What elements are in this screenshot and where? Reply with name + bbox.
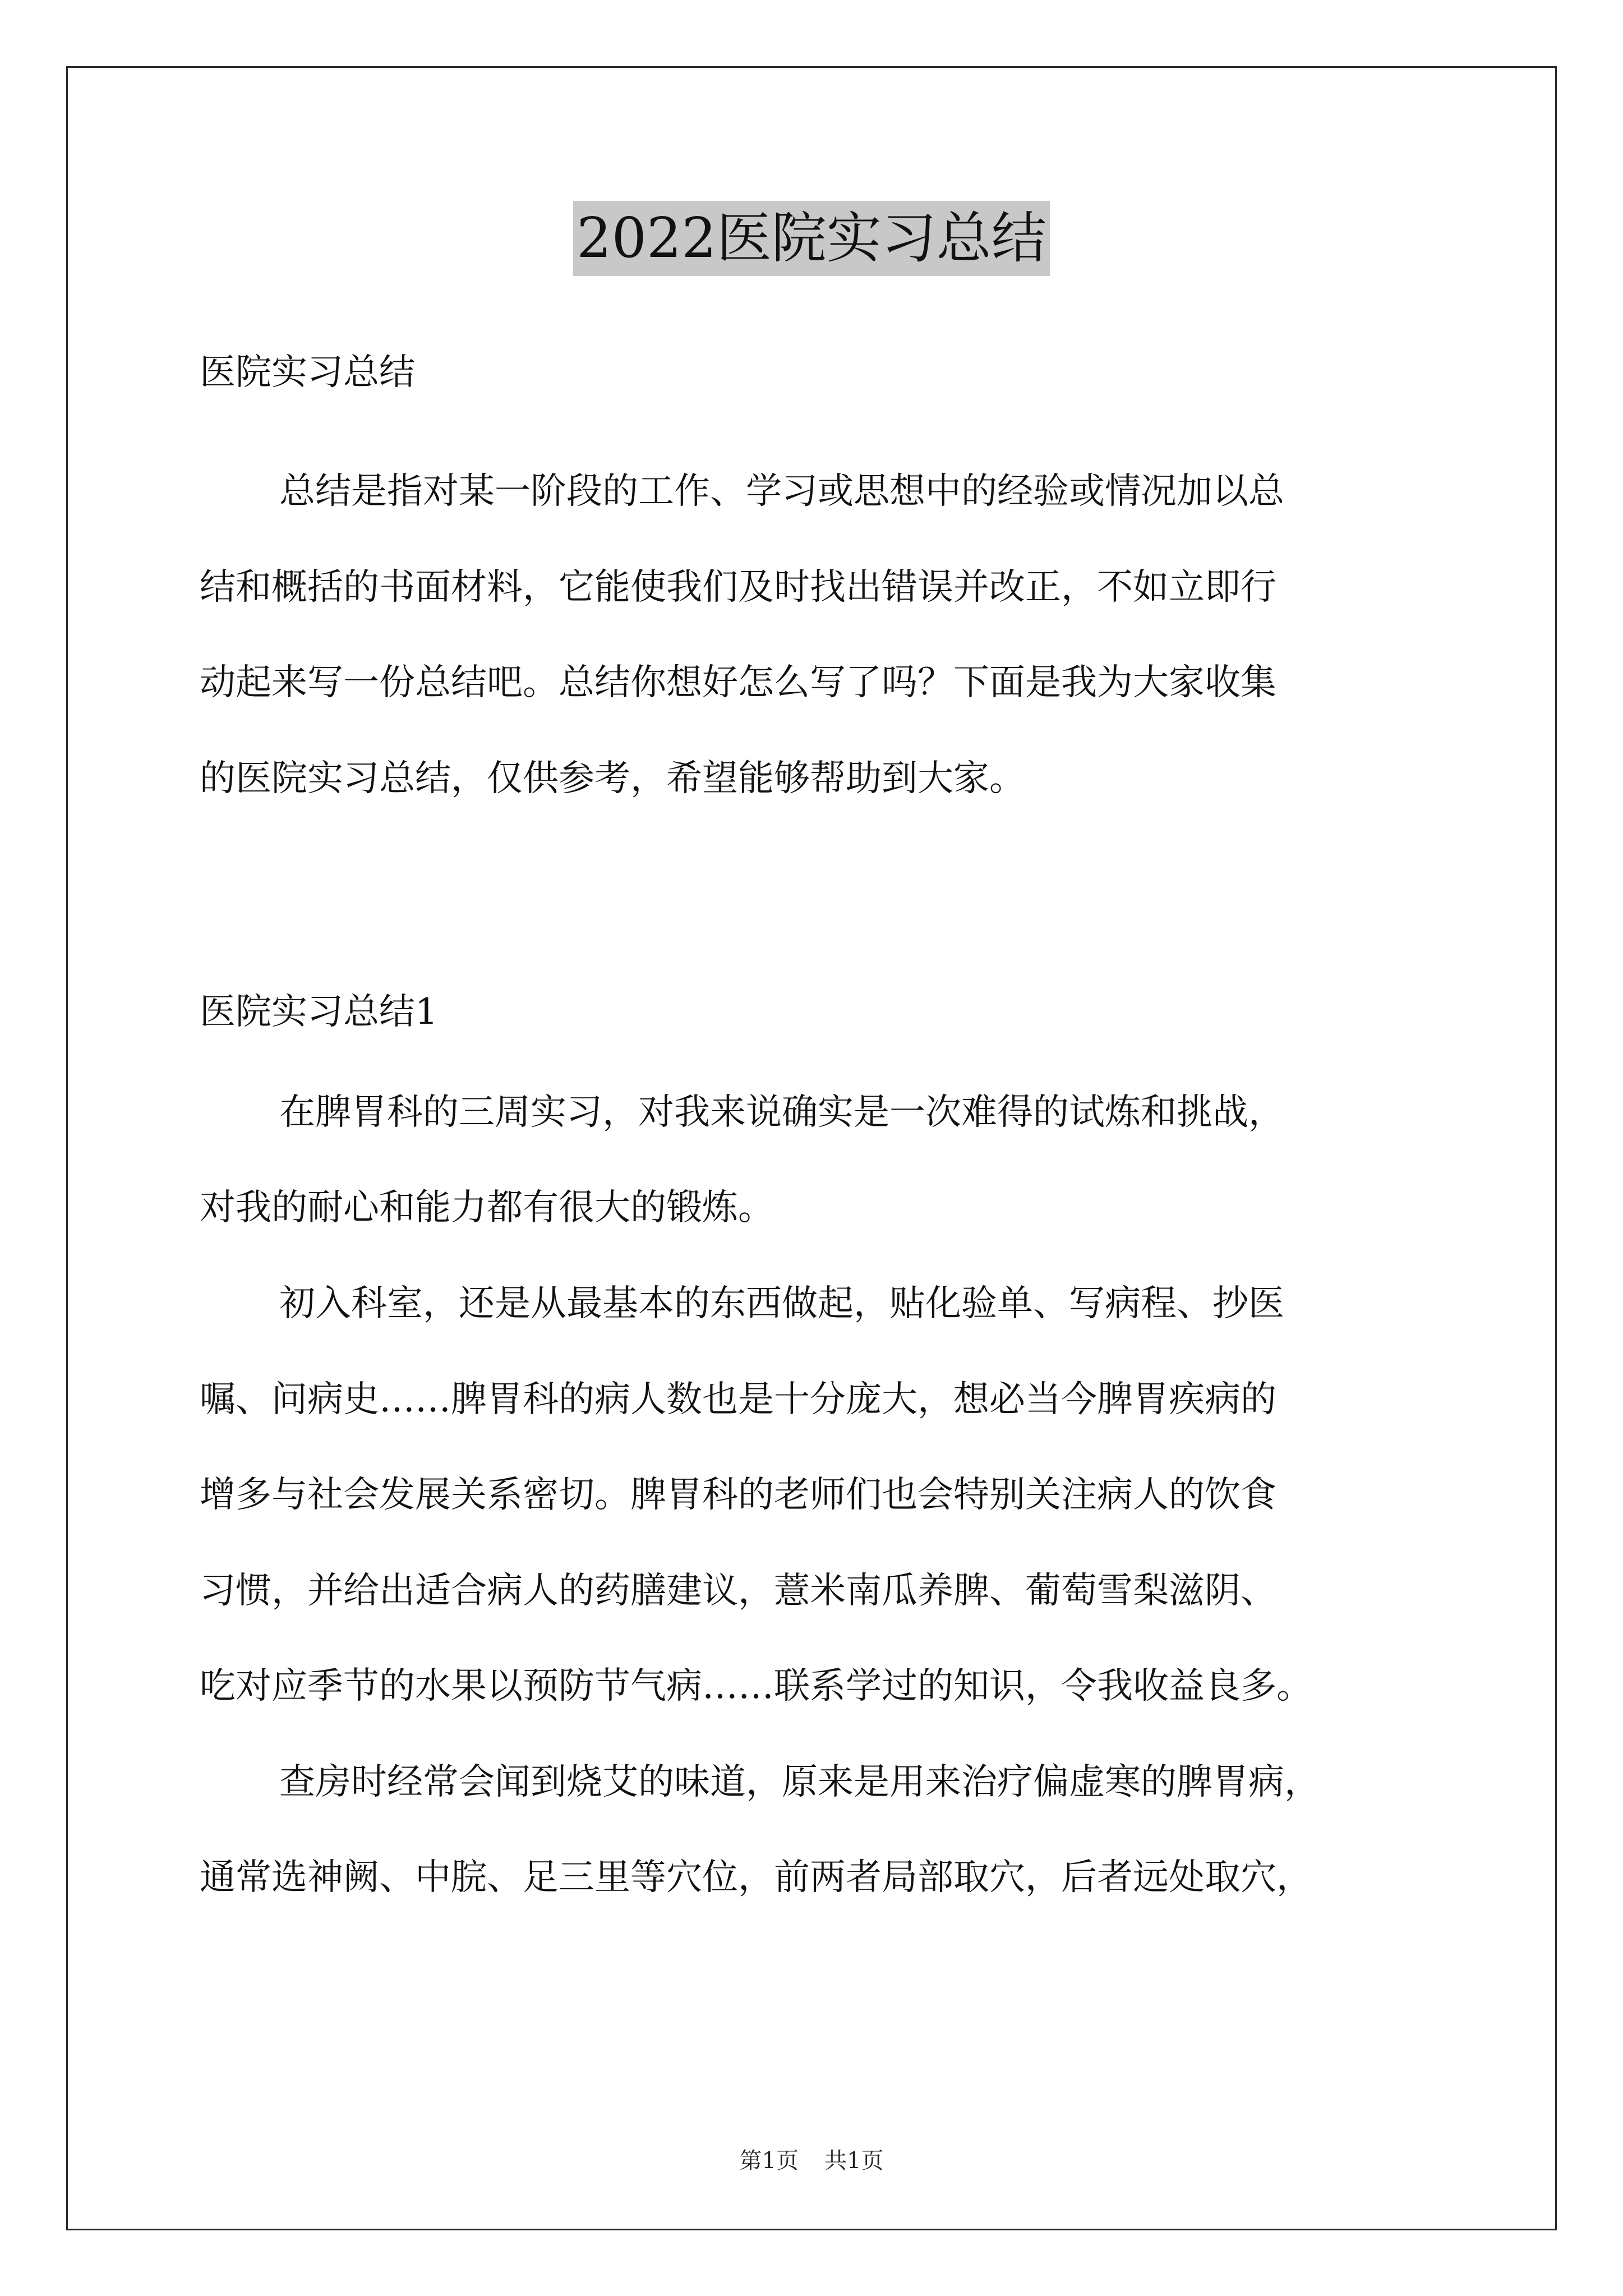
paragraph-line: 习惯，并给出适合病人的药膳建议，薏米南瓜养脾、葡萄雪梨滋阴、 <box>200 1570 1276 1612</box>
paragraph-line: 在脾胃科的三周实习，对我来说确实是一次难得的试炼和挑战， <box>279 1092 1284 1133</box>
page-count: 共1页 <box>824 2148 884 2174</box>
paragraph-line: 增多与社会发展关系密切。脾胃科的老师们也会特别关注病人的饮食 <box>200 1474 1276 1516</box>
paragraph-line: 对我的耐心和能力都有很大的锻炼。 <box>200 1187 774 1228</box>
section-heading: 医院实习总结1 <box>200 991 438 1033</box>
paragraph-line: 查房时经常会闻到烧艾的味道，原来是用来治疗偏虚寒的脾胃病， <box>279 1761 1320 1803</box>
intro-line: 结和概括的书面材料，它能使我们及时找出错误并改正，不如立即行 <box>200 567 1276 608</box>
document-title: 2022医院实习总结 <box>573 201 1049 276</box>
paragraph-line: 嘱、问病史……脾胃科的病人数也是十分庞大，想必当今脾胃疾病的 <box>200 1379 1276 1420</box>
intro-line: 总结是指对某一阶段的工作、学习或思想中的经验或情况加以总 <box>279 471 1284 512</box>
intro-line: 的医院实习总结，仅供参考，希望能够帮助到大家。 <box>200 758 1025 799</box>
paragraph-line: 初入科室，还是从最基本的东西做起，贴化验单、写病程、抄医 <box>279 1283 1284 1324</box>
paragraph-line: 吃对应季节的水果以预防节气病……联系学过的知识，令我收益良多。 <box>200 1665 1312 1707</box>
page-footer <box>0 2143 1623 2175</box>
paragraph-line: 通常选神阙、中脘、足三里等穴位，前两者局部取穴，后者远处取穴， <box>200 1857 1312 1898</box>
title-container <box>0 201 1623 276</box>
page-number: 第1页 <box>739 2148 799 2174</box>
section-heading: 医院实习总结 <box>200 352 415 393</box>
intro-line: 动起来写一份总结吧。总结你想好怎么写了吗？下面是我为大家收集 <box>200 662 1276 703</box>
